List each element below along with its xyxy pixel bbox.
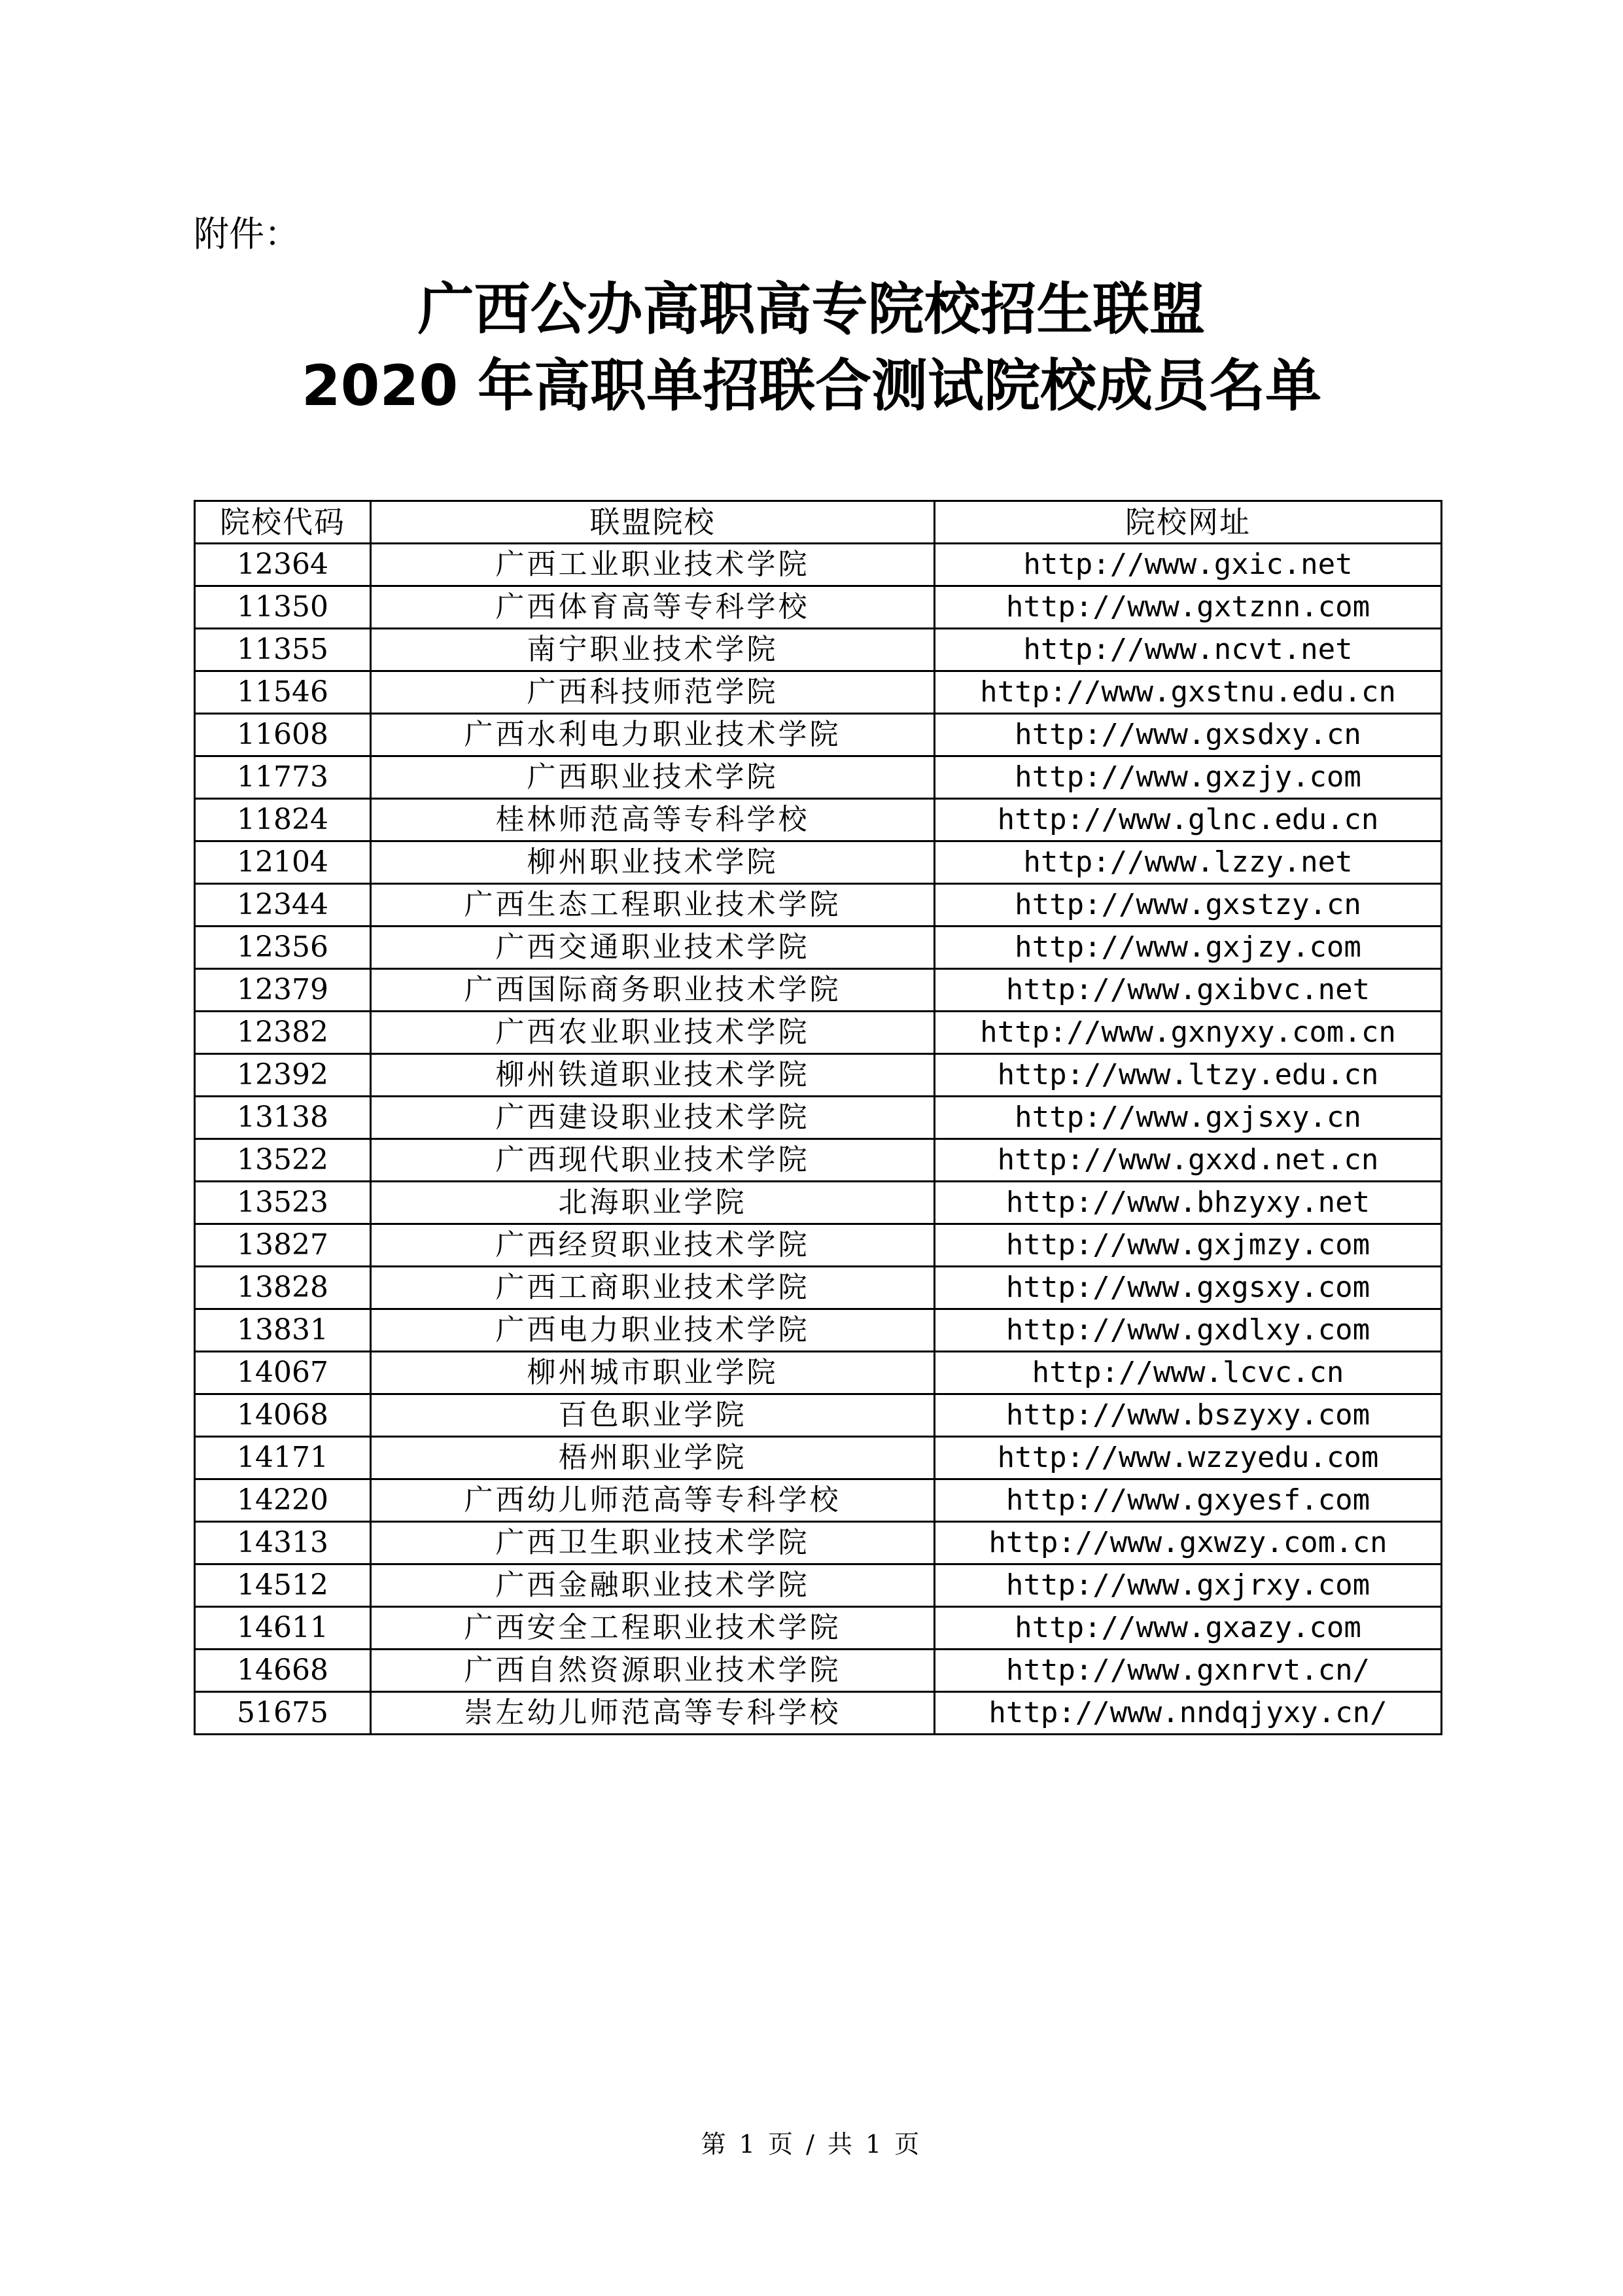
school-name-cell: 崇左幼儿师范高等专科学校 bbox=[371, 1692, 935, 1735]
school-code-cell: 14512 bbox=[195, 1564, 371, 1607]
school-code-cell: 12392 bbox=[195, 1054, 371, 1097]
school-code-cell: 13827 bbox=[195, 1224, 371, 1267]
school-code-cell: 11355 bbox=[195, 629, 371, 671]
school-website-cell: http://www.gxjrxy.com bbox=[935, 1564, 1442, 1607]
table-row bbox=[195, 1607, 1442, 1650]
table-row bbox=[195, 927, 1442, 969]
school-name-cell: 广西金融职业技术学院 bbox=[371, 1564, 935, 1607]
school-name-cell: 广西水利电力职业技术学院 bbox=[371, 714, 935, 756]
school-name-cell: 广西卫生职业技术学院 bbox=[371, 1522, 935, 1564]
school-name-cell: 广西农业职业技术学院 bbox=[371, 1012, 935, 1054]
school-name-cell: 广西经贸职业技术学院 bbox=[371, 1224, 935, 1267]
school-website-cell: http://www.gxazy.com bbox=[935, 1607, 1442, 1650]
school-code-cell: 14611 bbox=[195, 1607, 371, 1650]
header-alliance-school: 联盟院校 bbox=[371, 501, 935, 544]
header-school-website: 院校网址 bbox=[935, 501, 1442, 544]
table-row bbox=[195, 671, 1442, 714]
school-code-cell: 11824 bbox=[195, 799, 371, 841]
school-website-cell: http://www.gxyesf.com bbox=[935, 1479, 1442, 1522]
school-code-cell: 12382 bbox=[195, 1012, 371, 1054]
school-name-cell: 广西工业职业技术学院 bbox=[371, 544, 935, 586]
table-row bbox=[195, 1564, 1442, 1607]
table-row bbox=[195, 1097, 1442, 1139]
school-code-cell: 14668 bbox=[195, 1650, 371, 1692]
school-website-cell: http://www.gxzjy.com bbox=[935, 756, 1442, 799]
table-row bbox=[195, 714, 1442, 756]
table-row bbox=[195, 1692, 1442, 1735]
member-school-table bbox=[194, 500, 1442, 1735]
school-code-cell: 14220 bbox=[195, 1479, 371, 1522]
school-website-cell: http://www.gxnrvt.cn/ bbox=[935, 1650, 1442, 1692]
school-name-cell: 广西安全工程职业技术学院 bbox=[371, 1607, 935, 1650]
table-body bbox=[195, 544, 1442, 1735]
table-row bbox=[195, 544, 1442, 586]
school-code-cell: 14313 bbox=[195, 1522, 371, 1564]
school-website-cell: http://www.gxjmzy.com bbox=[935, 1224, 1442, 1267]
school-website-cell: http://www.gxstnu.edu.cn bbox=[935, 671, 1442, 714]
school-name-cell: 广西体育高等专科学校 bbox=[371, 586, 935, 629]
school-website-cell: http://www.nndqjyxy.cn/ bbox=[935, 1692, 1442, 1735]
school-website-cell: http://www.ncvt.net bbox=[935, 629, 1442, 671]
table-row bbox=[195, 756, 1442, 799]
school-name-cell: 广西工商职业技术学院 bbox=[371, 1267, 935, 1309]
school-code-cell: 12364 bbox=[195, 544, 371, 586]
school-name-cell: 广西生态工程职业技术学院 bbox=[371, 884, 935, 927]
table-row bbox=[195, 1182, 1442, 1224]
school-website-cell: http://www.gxtznn.com bbox=[935, 586, 1442, 629]
school-name-cell: 广西建设职业技术学院 bbox=[371, 1097, 935, 1139]
table-row bbox=[195, 1437, 1442, 1479]
school-name-cell: 柳州职业技术学院 bbox=[371, 841, 935, 884]
school-website-cell: http://www.gxxd.net.cn bbox=[935, 1139, 1442, 1182]
header-school-code: 院校代码 bbox=[195, 501, 371, 544]
school-name-cell: 柳州城市职业学院 bbox=[371, 1352, 935, 1394]
school-name-cell: 广西国际商务职业技术学院 bbox=[371, 969, 935, 1012]
school-code-cell: 11773 bbox=[195, 756, 371, 799]
school-website-cell: http://www.gxjsxy.cn bbox=[935, 1097, 1442, 1139]
school-website-cell: http://www.gxic.net bbox=[935, 544, 1442, 586]
school-name-cell: 梧州职业学院 bbox=[371, 1437, 935, 1479]
table-row bbox=[195, 586, 1442, 629]
school-code-cell: 13828 bbox=[195, 1267, 371, 1309]
table-row bbox=[195, 1267, 1442, 1309]
school-website-cell: http://www.lzzy.net bbox=[935, 841, 1442, 884]
school-website-cell: http://www.gxjzy.com bbox=[935, 927, 1442, 969]
school-code-cell: 12379 bbox=[195, 969, 371, 1012]
school-code-cell: 12104 bbox=[195, 841, 371, 884]
table-row bbox=[195, 1224, 1442, 1267]
school-code-cell: 11608 bbox=[195, 714, 371, 756]
school-code-cell: 14068 bbox=[195, 1394, 371, 1437]
document-title-line-1: 广西公办高职高专院校招生联盟 bbox=[417, 277, 1206, 342]
table-row bbox=[195, 799, 1442, 841]
table-row bbox=[195, 1479, 1442, 1522]
school-website-cell: http://www.glnc.edu.cn bbox=[935, 799, 1442, 841]
school-name-cell: 柳州铁道职业技术学院 bbox=[371, 1054, 935, 1097]
school-code-cell: 13522 bbox=[195, 1139, 371, 1182]
table-row bbox=[195, 1522, 1442, 1564]
table-row bbox=[195, 1309, 1442, 1352]
page-number-footer: 第 1 页 / 共 1 页 bbox=[701, 2130, 922, 2159]
school-website-cell: http://www.gxsdxy.cn bbox=[935, 714, 1442, 756]
school-code-cell: 14067 bbox=[195, 1352, 371, 1394]
school-website-cell: http://www.ltzy.edu.cn bbox=[935, 1054, 1442, 1097]
school-name-cell: 广西幼儿师范高等专科学校 bbox=[371, 1479, 935, 1522]
table-row bbox=[195, 884, 1442, 927]
table-row bbox=[195, 969, 1442, 1012]
table-row bbox=[195, 841, 1442, 884]
school-name-cell: 桂林师范高等专科学校 bbox=[371, 799, 935, 841]
school-name-cell: 广西科技师范学院 bbox=[371, 671, 935, 714]
school-name-cell: 广西自然资源职业技术学院 bbox=[371, 1650, 935, 1692]
school-code-cell: 11546 bbox=[195, 671, 371, 714]
school-name-cell: 百色职业学院 bbox=[371, 1394, 935, 1437]
school-code-cell: 12356 bbox=[195, 927, 371, 969]
school-website-cell: http://www.gxstzy.cn bbox=[935, 884, 1442, 927]
document-title-line-2: 2020 年高职单招联合测试院校成员名单 bbox=[301, 353, 1322, 419]
school-name-cell: 广西职业技术学院 bbox=[371, 756, 935, 799]
school-name-cell: 北海职业学院 bbox=[371, 1182, 935, 1224]
school-website-cell: http://www.bszyxy.com bbox=[935, 1394, 1442, 1437]
school-website-cell: http://www.wzzyedu.com bbox=[935, 1437, 1442, 1479]
school-name-cell: 南宁职业技术学院 bbox=[371, 629, 935, 671]
table-header-row bbox=[195, 501, 1442, 544]
school-website-cell: http://www.gxwzy.com.cn bbox=[935, 1522, 1442, 1564]
school-website-cell: http://www.gxdlxy.com bbox=[935, 1309, 1442, 1352]
table-row bbox=[195, 1139, 1442, 1182]
school-website-cell: http://www.gxibvc.net bbox=[935, 969, 1442, 1012]
school-website-cell: http://www.lcvc.cn bbox=[935, 1352, 1442, 1394]
school-code-cell: 13831 bbox=[195, 1309, 371, 1352]
school-code-cell: 11350 bbox=[195, 586, 371, 629]
school-code-cell: 12344 bbox=[195, 884, 371, 927]
school-name-cell: 广西交通职业技术学院 bbox=[371, 927, 935, 969]
table-row bbox=[195, 1352, 1442, 1394]
school-website-cell: http://www.gxnyxy.com.cn bbox=[935, 1012, 1442, 1054]
table-row bbox=[195, 1012, 1442, 1054]
table-row bbox=[195, 1054, 1442, 1097]
school-name-cell: 广西现代职业技术学院 bbox=[371, 1139, 935, 1182]
table-row bbox=[195, 1394, 1442, 1437]
school-name-cell: 广西电力职业技术学院 bbox=[371, 1309, 935, 1352]
attachment-label: 附件： bbox=[194, 213, 300, 255]
school-website-cell: http://www.bhzyxy.net bbox=[935, 1182, 1442, 1224]
school-code-cell: 51675 bbox=[195, 1692, 371, 1735]
school-code-cell: 13523 bbox=[195, 1182, 371, 1224]
school-website-cell: http://www.gxgsxy.com bbox=[935, 1267, 1442, 1309]
school-code-cell: 14171 bbox=[195, 1437, 371, 1479]
table-row bbox=[195, 629, 1442, 671]
table-row bbox=[195, 1650, 1442, 1692]
school-code-cell: 13138 bbox=[195, 1097, 371, 1139]
